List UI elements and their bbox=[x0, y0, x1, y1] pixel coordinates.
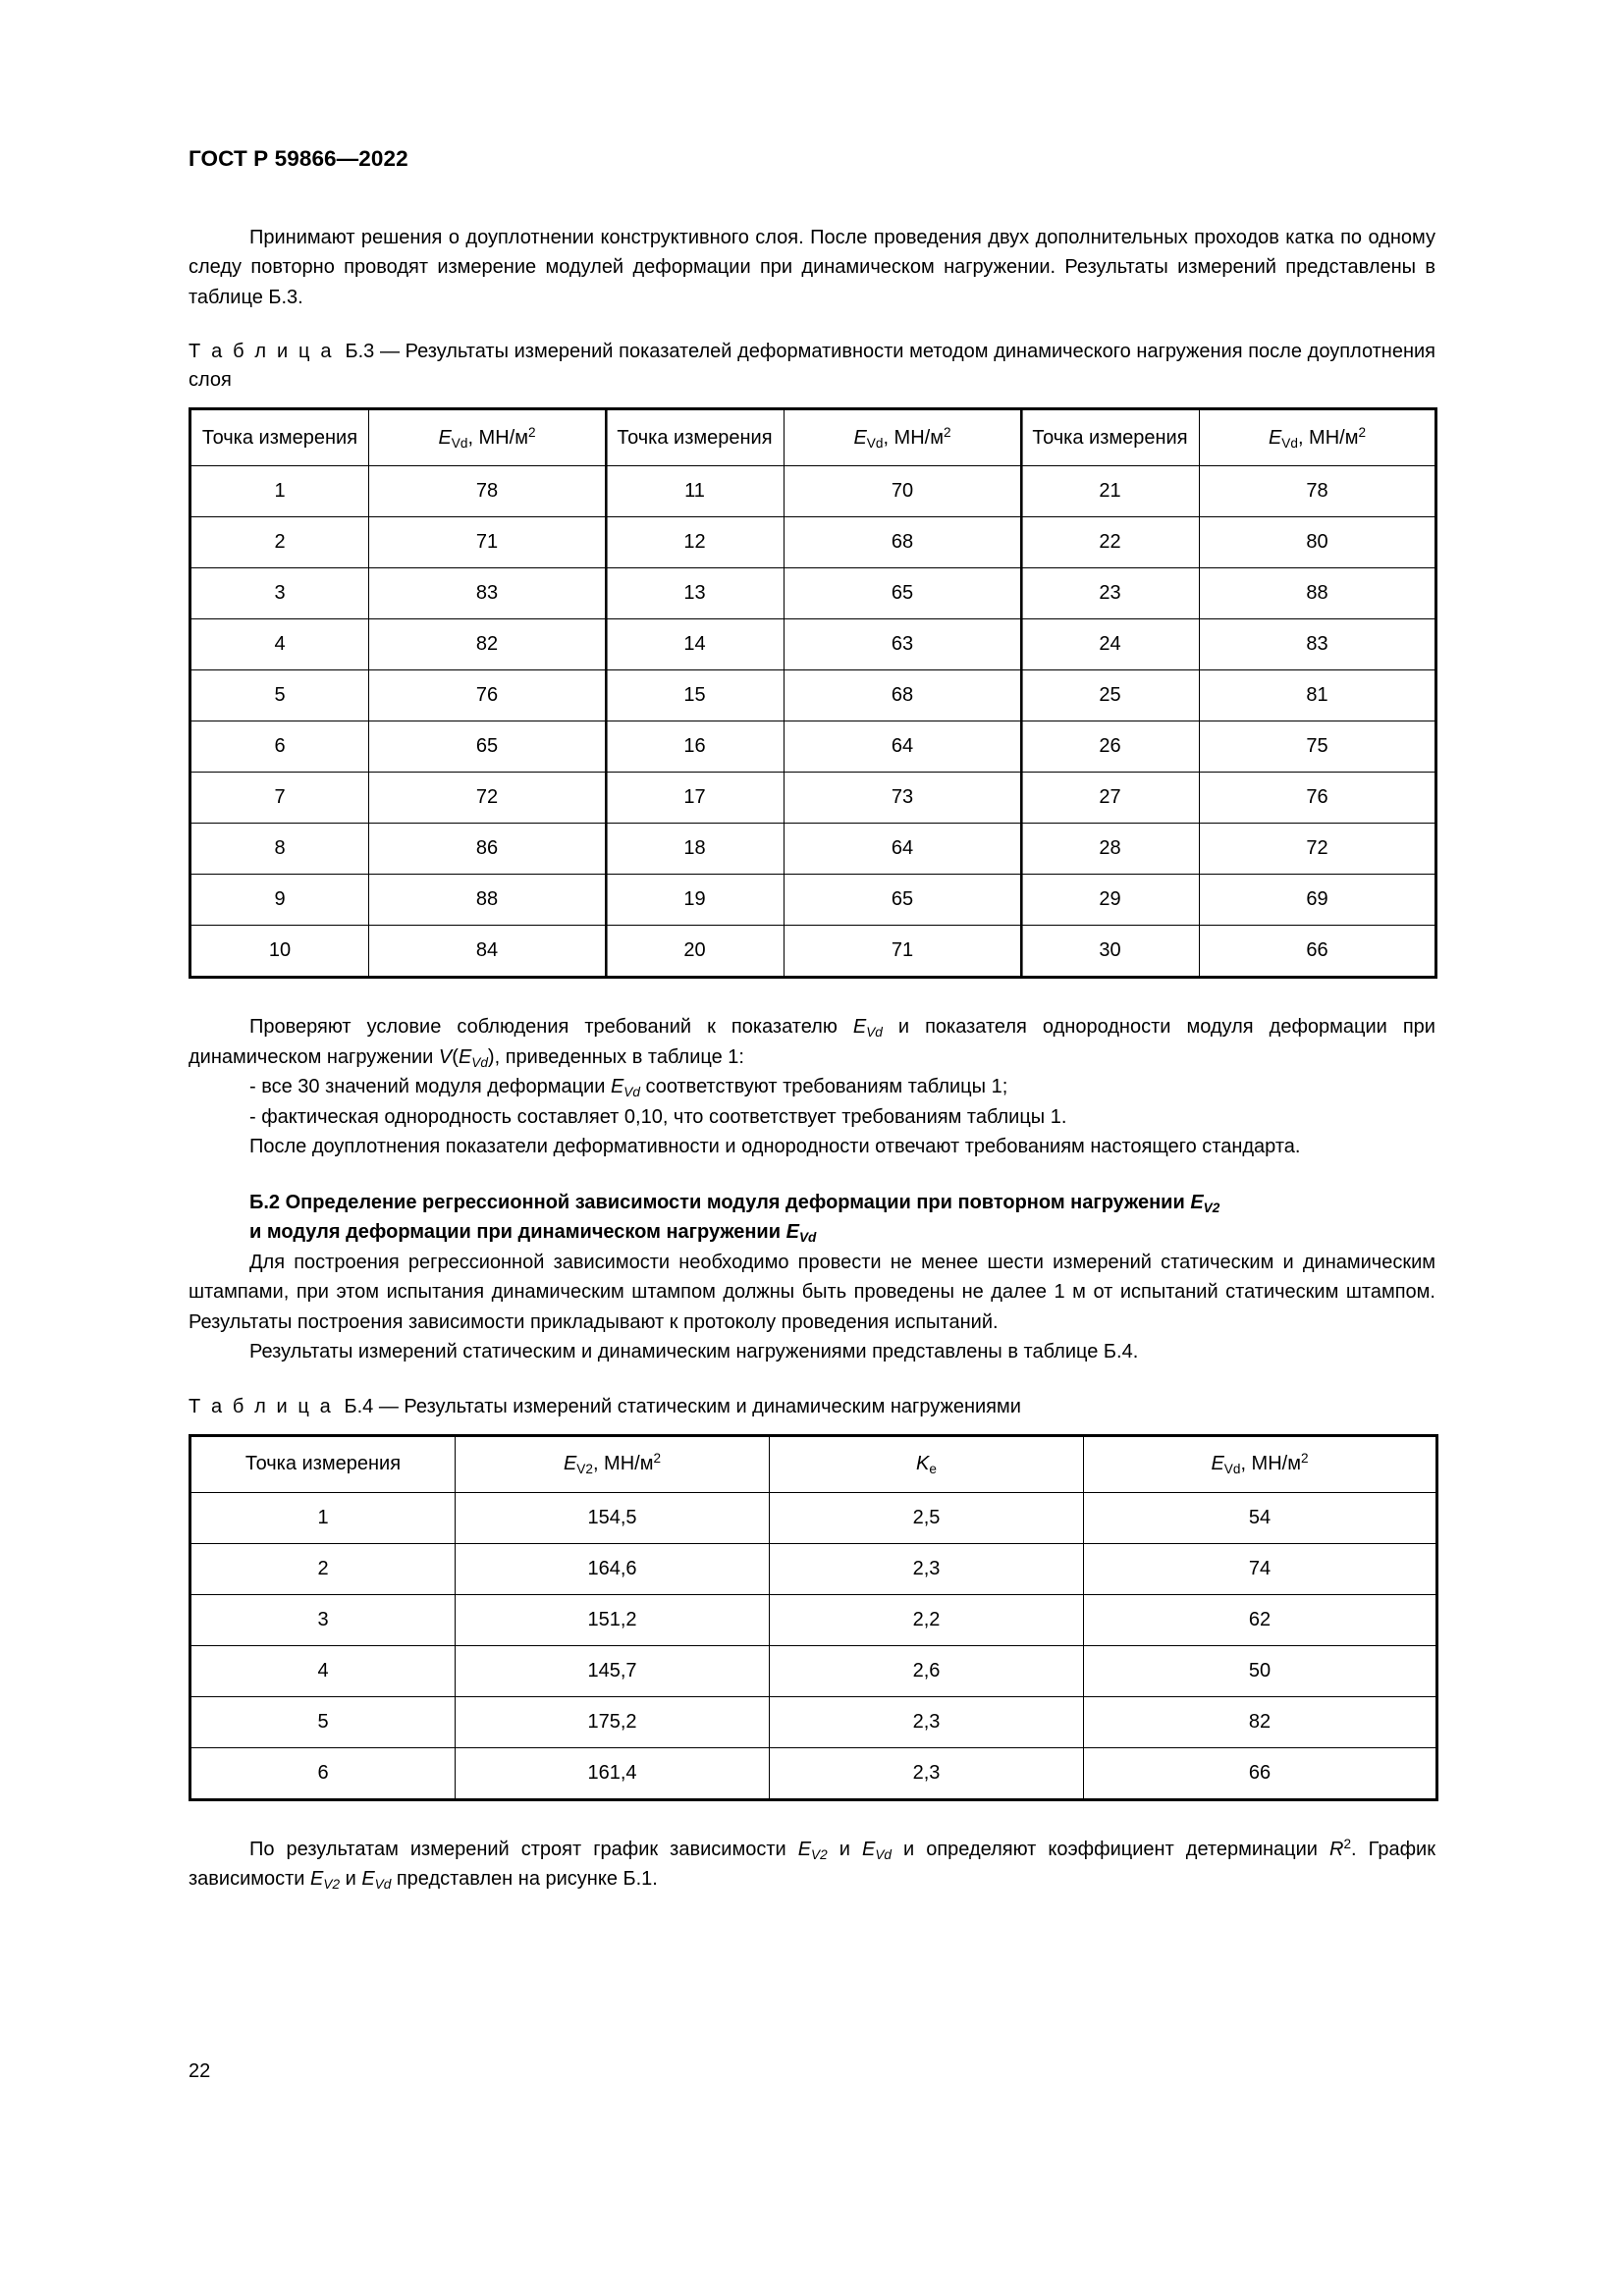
section-b2-paragraph: Для построения регрессионной зависимости необходимо провести не менее шести измерений статическим и динамическим штампами, при этом испытания динамическим штампом должны быть проведены не далее 1 м от испытаний статическим штампом. Результаты построения зависимости прикладывают к протоколу проведения испытаний. bbox=[189, 1251, 1435, 1333]
table-cell: 27 bbox=[1021, 773, 1200, 824]
table-cell: 83 bbox=[369, 568, 606, 619]
table-b4-header-row bbox=[190, 1435, 1437, 1492]
table-b3-header-point-2: Точка измерения bbox=[606, 409, 785, 466]
table-b4-caption-dash: — bbox=[378, 1395, 399, 1417]
table-cell: 6 bbox=[190, 1747, 456, 1799]
table-cell: 82 bbox=[1084, 1696, 1437, 1747]
table-cell: 2,3 bbox=[770, 1696, 1084, 1747]
table-row bbox=[190, 466, 1436, 517]
table-cell: 5 bbox=[190, 670, 369, 721]
table-cell: 24 bbox=[1021, 619, 1200, 670]
table-b3-caption-label: Т а б л и ц а bbox=[189, 341, 335, 363]
table-row bbox=[190, 670, 1436, 721]
table-cell: 54 bbox=[1084, 1492, 1437, 1543]
table-cell: 3 bbox=[190, 1594, 456, 1645]
table-cell: 76 bbox=[369, 670, 606, 721]
table-cell: 83 bbox=[1200, 619, 1436, 670]
spacer bbox=[189, 1801, 1435, 1835]
table-b3-header-evd-2: $E_{Vd}$, $МН/м^2$ bbox=[785, 409, 1021, 466]
table-cell: 29 bbox=[1021, 875, 1200, 926]
table-cell: 13 bbox=[606, 568, 785, 619]
table-b3-caption-number: Б.3 bbox=[345, 341, 375, 363]
table-cell: 1 bbox=[190, 466, 369, 517]
table-cell: 19 bbox=[606, 875, 785, 926]
table-b4-header-ke: $K_e$ bbox=[770, 1435, 1084, 1492]
table-cell: 70 bbox=[785, 466, 1021, 517]
closing-paragraph: По результатам измерений строят график зависимости $E_{V2}$ и $E_{Vd}$ и определяют коэффициент детерминации $R^2$. График зависимости $E_{V2}$ и $E_{Vd}$ представлен на рисунке Б.1. bbox=[189, 1836, 1435, 1893]
table-cell: 12 bbox=[606, 517, 785, 568]
verification-paragraph: Проверяют условие соблюдения требований к показателю $E_{Vd}$ и показателя однородности модуля деформации при динамическом нагружении $V(E_{Vd})$, приведенных в таблице 1: bbox=[189, 1016, 1435, 1070]
table-cell: 18 bbox=[606, 824, 785, 875]
table-cell: 9 bbox=[190, 875, 369, 926]
table-cell: 4 bbox=[190, 619, 369, 670]
table-row bbox=[190, 1492, 1437, 1543]
table-cell: 80 bbox=[1200, 517, 1436, 568]
table-b3-caption bbox=[189, 338, 1435, 395]
table-cell: 28 bbox=[1021, 824, 1200, 875]
table-cell: 21 bbox=[1021, 466, 1200, 517]
table-cell: 22 bbox=[1021, 517, 1200, 568]
verification-bullet-2: - фактическая однородность составляет 0,10, что соответствует требованиям таблицы 1. bbox=[249, 1105, 1067, 1128]
table-row bbox=[190, 1543, 1437, 1594]
table-cell: 14 bbox=[606, 619, 785, 670]
verification-bullet-1: - все 30 значений модуля деформации $E_{Vd}$ соответствуют требованиям таблицы 1; bbox=[249, 1076, 1008, 1100]
table-cell: 66 bbox=[1084, 1747, 1437, 1799]
table-cell: 75 bbox=[1200, 721, 1436, 773]
table-cell: 16 bbox=[606, 721, 785, 773]
spacer bbox=[189, 312, 1435, 338]
table-row bbox=[190, 619, 1436, 670]
table-b3-header-point-3: Точка измерения bbox=[1021, 409, 1200, 466]
table-cell: 72 bbox=[1200, 824, 1436, 875]
table-cell: 64 bbox=[785, 824, 1021, 875]
spacer bbox=[189, 1162, 1435, 1188]
table-cell: 2,5 bbox=[770, 1492, 1084, 1543]
table-cell: 15 bbox=[606, 670, 785, 721]
table-row bbox=[190, 568, 1436, 619]
table-cell: 2,6 bbox=[770, 1645, 1084, 1696]
table-cell: 88 bbox=[1200, 568, 1436, 619]
table-cell: 65 bbox=[785, 875, 1021, 926]
table-cell: 3 bbox=[190, 568, 369, 619]
table-cell: 68 bbox=[785, 670, 1021, 721]
table-cell: 1 bbox=[190, 1492, 456, 1543]
table-cell: 64 bbox=[785, 721, 1021, 773]
spacer bbox=[189, 395, 1435, 407]
table-row bbox=[190, 517, 1436, 568]
table-cell: 2,2 bbox=[770, 1594, 1084, 1645]
table-cell: 11 bbox=[606, 466, 785, 517]
table-cell: 5 bbox=[190, 1696, 456, 1747]
table-cell: 69 bbox=[1200, 875, 1436, 926]
page-number: 22 bbox=[189, 2060, 211, 2082]
table-b3-measurement-results bbox=[189, 407, 1437, 979]
table-b4-header-point: Точка измерения bbox=[190, 1435, 456, 1492]
page-content bbox=[189, 147, 1435, 1895]
section-b2-heading: Б.2 Определение регрессионной зависимости модуля деформации при повторном нагружении $E_{V2}$ и модуля деформации при динамическом нагружении $E_{Vd}$ bbox=[249, 1191, 1220, 1246]
table-cell: 151,2 bbox=[456, 1594, 770, 1645]
table-cell: 4 bbox=[190, 1645, 456, 1696]
table-cell: 7 bbox=[190, 773, 369, 824]
table-b4-caption-number: Б.4 bbox=[344, 1395, 374, 1417]
table-row bbox=[190, 1594, 1437, 1645]
section-b2-paragraph-2: Результаты измерений статическим и динамическим нагружениями представлены в таблице Б.4. bbox=[249, 1341, 1139, 1363]
table-cell: 71 bbox=[369, 517, 606, 568]
table-cell: 84 bbox=[369, 926, 606, 978]
table-cell: 30 bbox=[1021, 926, 1200, 978]
table-row bbox=[190, 1696, 1437, 1747]
table-row bbox=[190, 1747, 1437, 1799]
table-cell: 78 bbox=[369, 466, 606, 517]
table-cell: 66 bbox=[1200, 926, 1436, 978]
table-cell: 88 bbox=[369, 875, 606, 926]
table-cell: 62 bbox=[1084, 1594, 1437, 1645]
table-b4-header-ev2: $E_{V2}$, $МН/м^2$ bbox=[456, 1435, 770, 1492]
table-row bbox=[190, 926, 1436, 978]
table-b3-body bbox=[190, 466, 1436, 978]
table-row bbox=[190, 773, 1436, 824]
post-compaction-conclusion: После доуплотнения показатели деформативности и однородности отвечают требованиям настоящего стандарта. bbox=[249, 1136, 1301, 1158]
table-cell: 10 bbox=[190, 926, 369, 978]
document-header-standard-number: ГОСТ Р 59866—2022 bbox=[189, 146, 408, 171]
table-cell: 76 bbox=[1200, 773, 1436, 824]
table-cell: 73 bbox=[785, 773, 1021, 824]
table-row bbox=[190, 875, 1436, 926]
table-cell: 78 bbox=[1200, 466, 1436, 517]
table-cell: 82 bbox=[369, 619, 606, 670]
table-b3-header-evd-1: $E_{Vd}$, $МН/м^2$ bbox=[369, 409, 606, 466]
table-b3-caption-text: Результаты измерений показателей деформативности методом динамического нагружения после доуплотнения слоя bbox=[189, 341, 1436, 392]
table-row bbox=[190, 721, 1436, 773]
table-cell: 63 bbox=[785, 619, 1021, 670]
table-cell: 2,3 bbox=[770, 1747, 1084, 1799]
table-b4-body bbox=[190, 1492, 1437, 1799]
table-cell: 72 bbox=[369, 773, 606, 824]
table-row bbox=[190, 824, 1436, 875]
table-cell: 154,5 bbox=[456, 1492, 770, 1543]
table-b4-static-dynamic-results bbox=[189, 1434, 1438, 1801]
table-cell: 164,6 bbox=[456, 1543, 770, 1594]
table-cell: 2,3 bbox=[770, 1543, 1084, 1594]
table-cell: 6 bbox=[190, 721, 369, 773]
table-b4-caption bbox=[189, 1393, 1435, 1421]
table-cell: 25 bbox=[1021, 670, 1200, 721]
table-cell: 71 bbox=[785, 926, 1021, 978]
spacer bbox=[189, 1421, 1435, 1434]
spacer bbox=[189, 979, 1435, 1012]
table-cell: 8 bbox=[190, 824, 369, 875]
table-cell: 74 bbox=[1084, 1543, 1437, 1594]
table-cell: 175,2 bbox=[456, 1696, 770, 1747]
table-cell: 2 bbox=[190, 1543, 456, 1594]
table-cell: 65 bbox=[369, 721, 606, 773]
table-b4-header-evd: $E_{Vd}$, $МН/м^2$ bbox=[1084, 1435, 1437, 1492]
table-cell: 17 bbox=[606, 773, 785, 824]
table-cell: 50 bbox=[1084, 1645, 1437, 1696]
table-b4-caption-label: Т а б л и ц а bbox=[189, 1395, 334, 1417]
table-cell: 145,7 bbox=[456, 1645, 770, 1696]
table-cell: 20 bbox=[606, 926, 785, 978]
table-cell: 161,4 bbox=[456, 1747, 770, 1799]
table-cell: 65 bbox=[785, 568, 1021, 619]
table-cell: 86 bbox=[369, 824, 606, 875]
spacer bbox=[189, 1367, 1435, 1393]
table-b3-caption-dash: — bbox=[379, 341, 400, 363]
table-cell: 2 bbox=[190, 517, 369, 568]
table-cell: 68 bbox=[785, 517, 1021, 568]
table-cell: 23 bbox=[1021, 568, 1200, 619]
table-row bbox=[190, 1645, 1437, 1696]
table-cell: 26 bbox=[1021, 721, 1200, 773]
table-cell: 81 bbox=[1200, 670, 1436, 721]
table-b4-caption-text: Результаты измерений статическим и динамическим нагружениями bbox=[404, 1395, 1021, 1417]
table-b3-header-row bbox=[190, 409, 1436, 466]
table-b3-header-point-1: Точка измерения bbox=[190, 409, 369, 466]
intro-paragraph: Принимают решения о доуплотнении конструктивного слоя. После проведения двух дополнительных проходов катка по одному следу повторно проводят измерение модулей деформации при динамическом нагружении. Результаты измерений представлены в таблице Б.3. bbox=[189, 226, 1435, 308]
table-b3-header-evd-3: $E_{Vd}$, $МН/м^2$ bbox=[1200, 409, 1436, 466]
